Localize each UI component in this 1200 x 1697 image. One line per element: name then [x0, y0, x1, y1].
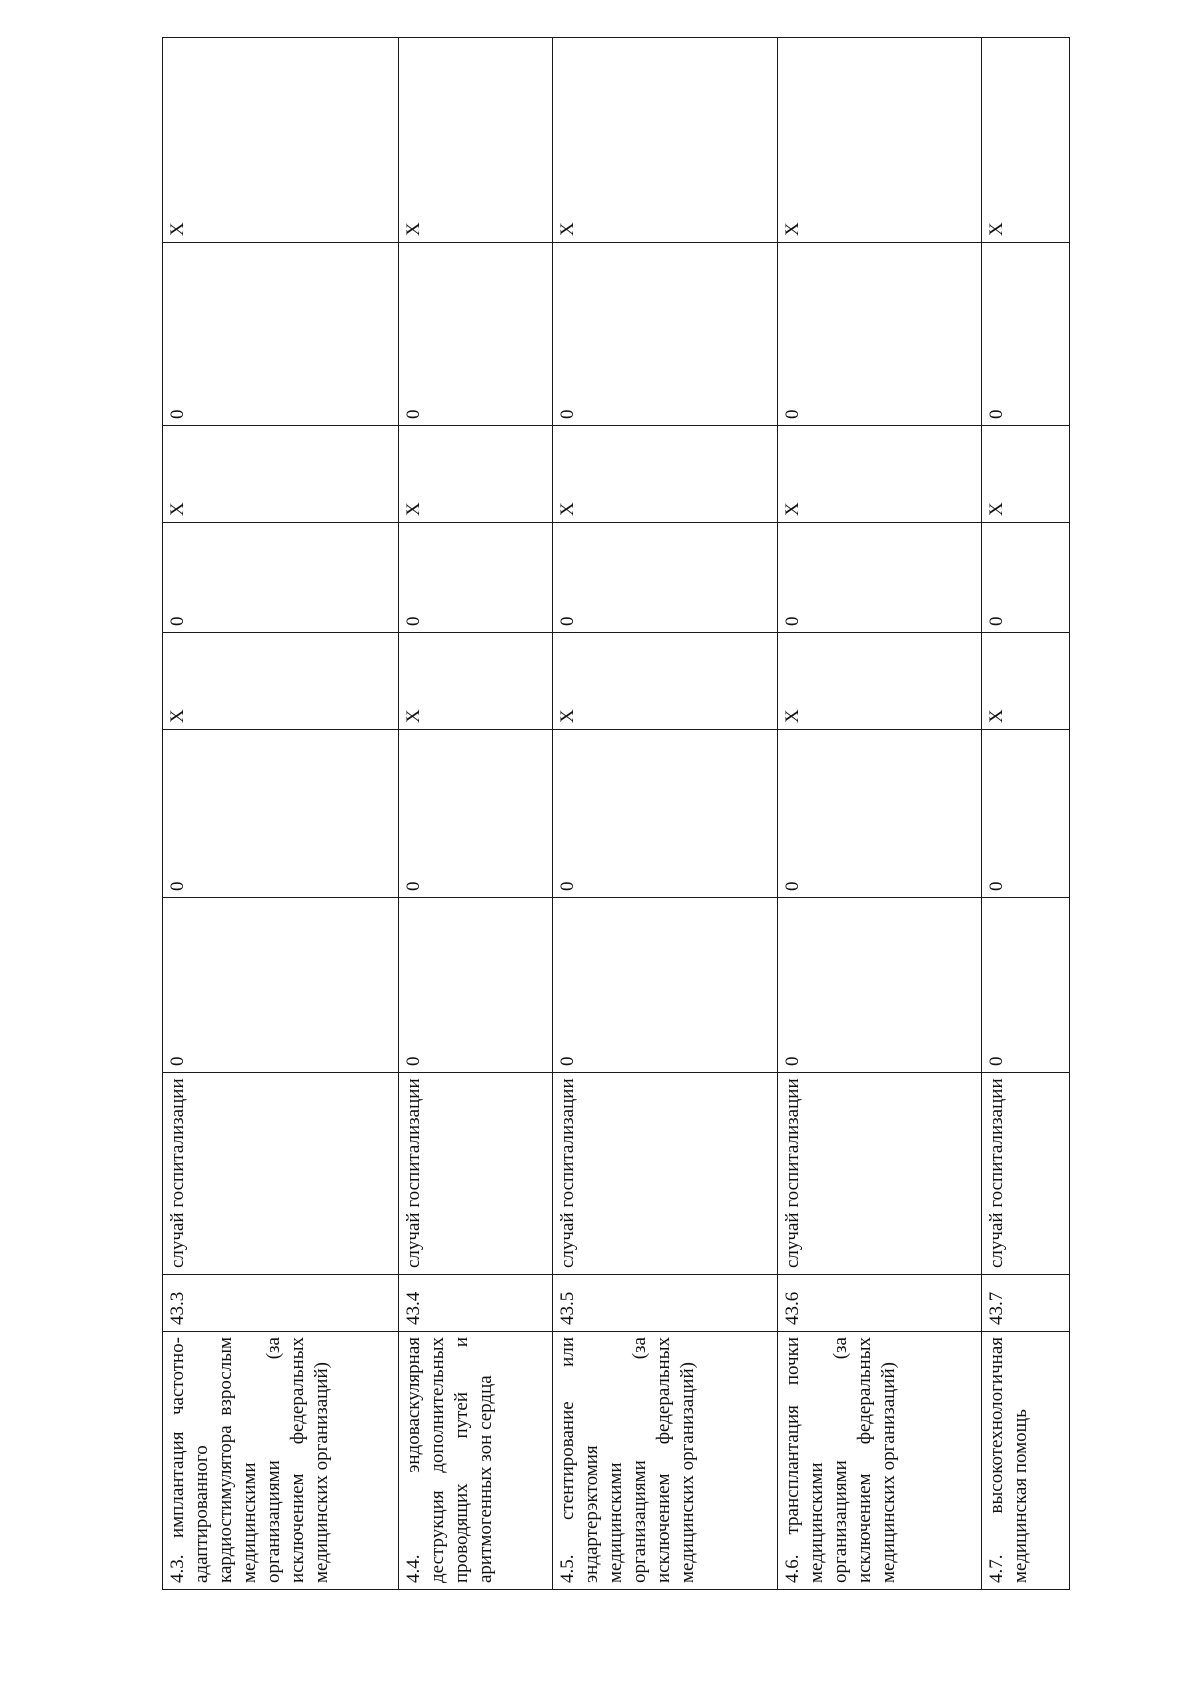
value-cell: 0 [399, 898, 553, 1073]
value-cell: X [163, 633, 399, 730]
value-cell: 0 [778, 243, 982, 426]
value-cell: 0 [982, 523, 1070, 633]
value-cell: 0 [982, 243, 1070, 426]
row-unit-cell: случай госпитализации [399, 1073, 553, 1275]
value-cell: X [553, 38, 778, 243]
value-cell: X [399, 38, 553, 243]
value-cell: X [399, 426, 553, 523]
row-code-cell: 43.4 [399, 1275, 553, 1332]
value-cell: 0 [982, 898, 1070, 1073]
rotated-table-wrapper [162, 38, 1069, 1590]
value-cell: 0 [163, 523, 399, 633]
value-cell: 0 [163, 243, 399, 426]
row-unit-cell: случай госпитализации [163, 1073, 399, 1275]
value-cell: X [553, 633, 778, 730]
value-cell: 0 [399, 730, 553, 898]
table-row [399, 38, 553, 1590]
row-code-cell: 43.5 [553, 1275, 778, 1332]
row-code-cell: 43.6 [778, 1275, 982, 1332]
value-cell: X [982, 426, 1070, 523]
value-cell: X [553, 426, 778, 523]
value-cell: X [778, 426, 982, 523]
row-name-cell: 4.6. трансплантация почки медицинскими организациями (за исключением федеральных медицинских организаций) [778, 1332, 982, 1590]
value-cell: 0 [778, 898, 982, 1073]
table-row [553, 38, 778, 1590]
value-cell: X [778, 38, 982, 243]
value-cell: 0 [982, 730, 1070, 898]
table-row [163, 38, 399, 1590]
value-cell: 0 [399, 243, 553, 426]
value-cell: 0 [553, 898, 778, 1073]
row-unit-cell: случай госпитализации [778, 1073, 982, 1275]
value-cell: 0 [553, 243, 778, 426]
row-unit-cell: случай госпитализации [553, 1073, 778, 1275]
value-cell: 0 [778, 730, 982, 898]
value-cell: X [982, 633, 1070, 730]
value-cell: X [163, 38, 399, 243]
row-code-cell: 43.7 [982, 1275, 1070, 1332]
row-name-cell: 4.3. имплантация частотно-адаптированного кардиостимулятора взрослым медицинскими организациями (за исключением федеральных медицинских организаций) [163, 1332, 399, 1590]
value-cell: 0 [399, 523, 553, 633]
value-cell: X [778, 633, 982, 730]
row-unit-cell: случай госпитализации [982, 1073, 1070, 1275]
table-row [778, 38, 982, 1590]
value-cell: X [982, 38, 1070, 243]
row-name-cell: 4.5. стентирование или эндартерэктомия медицинскими организациями (за исключением федеральных медицинских организаций) [553, 1332, 778, 1590]
row-name-cell: 4.7. высокотехнологичная медицинская помощь [982, 1332, 1070, 1590]
row-code-cell: 43.3 [163, 1275, 399, 1332]
value-cell: X [163, 426, 399, 523]
row-name-cell: 4.4. эндоваскулярная деструкция дополнительных проводящих путей и аритмогенных зон сердца [399, 1332, 553, 1590]
table-row [982, 38, 1070, 1590]
value-cell: 0 [553, 523, 778, 633]
value-cell: 0 [553, 730, 778, 898]
value-cell: 0 [163, 730, 399, 898]
value-cell: X [399, 633, 553, 730]
tariff-table [162, 37, 1070, 1590]
value-cell: 0 [163, 898, 399, 1073]
value-cell: 0 [778, 523, 982, 633]
